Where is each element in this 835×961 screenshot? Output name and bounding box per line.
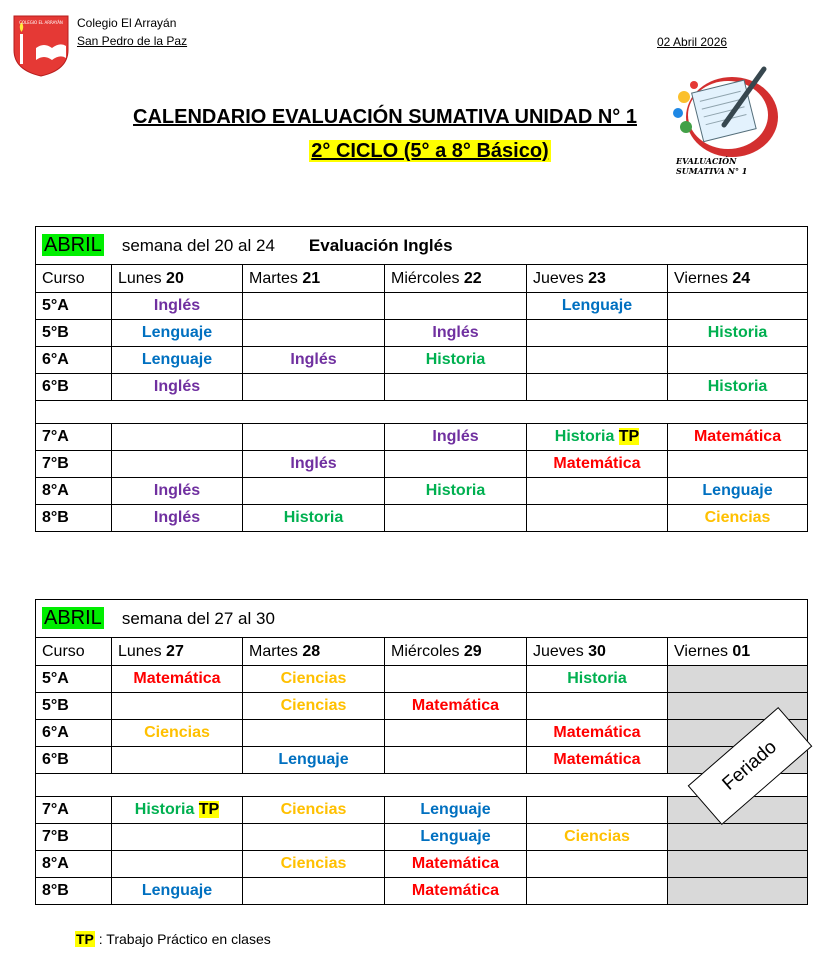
subject-tp-label: Historia bbox=[554, 428, 619, 445]
course-cell: 8°A bbox=[36, 851, 112, 878]
subject-cell: Lenguaje bbox=[112, 878, 243, 905]
subject-cell: Ciencias bbox=[243, 851, 385, 878]
day-header bbox=[527, 638, 668, 666]
week1-day-row bbox=[36, 265, 808, 293]
table-row bbox=[36, 824, 808, 851]
subject-cell: Lenguaje bbox=[385, 824, 527, 851]
subject-cell: Historia bbox=[243, 505, 385, 532]
course-cell: 6°B bbox=[36, 374, 112, 401]
subject-cell bbox=[527, 347, 668, 374]
course-cell: 5°A bbox=[36, 666, 112, 693]
day-header bbox=[668, 638, 808, 666]
subject-cell bbox=[668, 693, 808, 720]
table-row bbox=[36, 374, 808, 401]
subject-cell: Inglés bbox=[112, 505, 243, 532]
subject-cell bbox=[527, 424, 668, 451]
subject-cell: Ciencias bbox=[243, 797, 385, 824]
subject-cell: Ciencias bbox=[668, 505, 808, 532]
day-number: 24 bbox=[732, 269, 751, 287]
subject-cell: Ciencias bbox=[243, 666, 385, 693]
week1-month: ABRIL bbox=[44, 234, 102, 256]
course-cell: 8°B bbox=[36, 878, 112, 905]
day-header bbox=[112, 638, 243, 666]
separator-row bbox=[36, 401, 808, 424]
course-cell: 7°A bbox=[36, 797, 112, 824]
course-cell: 7°B bbox=[36, 451, 112, 478]
subject-cell bbox=[668, 851, 808, 878]
legend bbox=[75, 931, 271, 947]
subject-cell: Matemática bbox=[668, 424, 808, 451]
subject-cell bbox=[385, 505, 527, 532]
subject-cell bbox=[243, 374, 385, 401]
subject-cell: Inglés bbox=[112, 374, 243, 401]
course-cell: 5°B bbox=[36, 320, 112, 347]
page-title: CALENDARIO EVALUACIÓN SUMATIVA UNIDAD N° 1 bbox=[133, 106, 637, 128]
subject-cell bbox=[668, 824, 808, 851]
subject-cell: Matemática bbox=[112, 666, 243, 693]
subject-cell: Ciencias bbox=[243, 693, 385, 720]
day-number: 30 bbox=[588, 642, 606, 660]
subject-cell bbox=[243, 478, 385, 505]
legend-tp: TP bbox=[76, 931, 94, 947]
subject-cell: Matemática bbox=[527, 720, 668, 747]
subject-cell bbox=[385, 293, 527, 320]
subject-cell bbox=[668, 347, 808, 374]
day-header bbox=[243, 265, 385, 293]
day-header bbox=[36, 638, 112, 666]
day-name: Jueves bbox=[533, 269, 589, 287]
day-name: Viernes bbox=[674, 642, 733, 660]
subject-cell bbox=[112, 693, 243, 720]
week2-day-row bbox=[36, 638, 808, 666]
subject-cell bbox=[527, 374, 668, 401]
subject-cell bbox=[527, 851, 668, 878]
subject-cell: Inglés bbox=[243, 347, 385, 374]
subject-cell: Ciencias bbox=[527, 824, 668, 851]
subject-cell: Historia bbox=[385, 478, 527, 505]
subject-cell bbox=[112, 824, 243, 851]
day-number: 21 bbox=[302, 269, 321, 287]
day-number: 28 bbox=[302, 642, 321, 660]
table-row bbox=[36, 478, 808, 505]
subject-cell bbox=[385, 374, 527, 401]
subject-cell bbox=[527, 320, 668, 347]
course-cell: 6°B bbox=[36, 747, 112, 774]
subject-cell bbox=[668, 451, 808, 478]
day-header bbox=[112, 265, 243, 293]
subject-cell bbox=[527, 797, 668, 824]
subject-cell: Matemática bbox=[527, 747, 668, 774]
subject-cell bbox=[668, 293, 808, 320]
day-header bbox=[668, 265, 808, 293]
table-row bbox=[36, 693, 808, 720]
subject-cell bbox=[385, 451, 527, 478]
day-header bbox=[385, 638, 527, 666]
subject-cell bbox=[243, 320, 385, 347]
subject-tp-label: Historia bbox=[134, 801, 199, 818]
subject-cell: Inglés bbox=[112, 478, 243, 505]
subject-cell: Historia bbox=[385, 347, 527, 374]
table-row bbox=[36, 720, 808, 747]
day-name: Jueves bbox=[533, 642, 589, 660]
day-header bbox=[385, 265, 527, 293]
table-row bbox=[36, 320, 808, 347]
subject-cell bbox=[112, 851, 243, 878]
subject-cell: Historia bbox=[527, 666, 668, 693]
table-row bbox=[36, 878, 808, 905]
day-name: Lunes bbox=[118, 642, 167, 660]
day-header bbox=[527, 265, 668, 293]
subject-cell: Inglés bbox=[385, 320, 527, 347]
schedule-table-week1 bbox=[35, 226, 808, 532]
subject-cell bbox=[112, 424, 243, 451]
day-name: Martes bbox=[249, 269, 303, 287]
school-logo bbox=[12, 14, 70, 78]
week2-label: semana del 27 al 30 bbox=[121, 609, 275, 628]
day-number: 20 bbox=[166, 269, 184, 287]
separator-cell bbox=[36, 401, 808, 424]
week1-header bbox=[36, 227, 808, 265]
day-number: 01 bbox=[732, 642, 751, 660]
table-row bbox=[36, 451, 808, 478]
subject-cell: Inglés bbox=[385, 424, 527, 451]
day-name: Viernes bbox=[674, 269, 733, 287]
day-header bbox=[243, 638, 385, 666]
svg-text:COLEGIO EL ARRAYÁN: COLEGIO EL ARRAYÁN bbox=[19, 20, 63, 25]
subject-cell: Inglés bbox=[243, 451, 385, 478]
subject-cell bbox=[243, 824, 385, 851]
week2-month: ABRIL bbox=[44, 607, 102, 629]
legend-text: : Trabajo Práctico en clases bbox=[94, 931, 271, 947]
subject-cell: Inglés bbox=[112, 293, 243, 320]
table-row bbox=[36, 293, 808, 320]
subject-cell: Historia bbox=[668, 320, 808, 347]
course-cell: 8°B bbox=[36, 505, 112, 532]
tp-badge: TP bbox=[198, 801, 220, 818]
day-number: 29 bbox=[463, 642, 482, 660]
subject-cell: Historia bbox=[668, 374, 808, 401]
subject-cell: Lenguaje bbox=[527, 293, 668, 320]
subject-cell bbox=[243, 720, 385, 747]
subject-cell bbox=[385, 666, 527, 693]
subject-cell bbox=[527, 505, 668, 532]
document-date: 02 Abril 2026 bbox=[657, 35, 728, 49]
day-name: Curso bbox=[42, 642, 85, 660]
subject-cell: Lenguaje bbox=[112, 347, 243, 374]
subject-cell: Ciencias bbox=[112, 720, 243, 747]
course-cell: 7°A bbox=[36, 424, 112, 451]
subject-cell bbox=[527, 693, 668, 720]
caption-line-2: SUMATIVA N° 1 bbox=[676, 166, 748, 176]
subject-cell bbox=[112, 797, 243, 824]
week1-note: Evaluación Inglés bbox=[308, 236, 453, 255]
table-row bbox=[36, 747, 808, 774]
course-cell: 8°A bbox=[36, 478, 112, 505]
table-row bbox=[36, 424, 808, 451]
day-name: Curso bbox=[42, 269, 85, 287]
subject-cell bbox=[527, 878, 668, 905]
subject-cell bbox=[243, 424, 385, 451]
subject-cell bbox=[385, 720, 527, 747]
school-name: Colegio El Arrayán bbox=[77, 16, 177, 30]
caption-line-1: EVALUACIÓN bbox=[676, 156, 737, 166]
week1-label: semana del 20 al 24 bbox=[121, 236, 275, 255]
day-number: 27 bbox=[166, 642, 184, 660]
subject-cell: Matemática bbox=[385, 851, 527, 878]
subject-cell bbox=[112, 747, 243, 774]
page-subtitle: 2° CICLO (5° a 8° Básico) bbox=[311, 140, 549, 162]
day-name: Lunes bbox=[118, 269, 167, 287]
holiday-label: Feriado bbox=[688, 707, 813, 825]
subject-cell bbox=[112, 451, 243, 478]
subject-cell bbox=[668, 666, 808, 693]
day-number: 23 bbox=[588, 269, 606, 287]
day-number: 22 bbox=[463, 269, 482, 287]
course-cell: 5°B bbox=[36, 693, 112, 720]
subject-cell: Lenguaje bbox=[243, 747, 385, 774]
table-row bbox=[36, 666, 808, 693]
course-cell: 7°B bbox=[36, 824, 112, 851]
day-name: Miércoles bbox=[391, 642, 464, 660]
day-header bbox=[36, 265, 112, 293]
table-row bbox=[36, 347, 808, 374]
subject-cell: Matemática bbox=[527, 451, 668, 478]
subject-cell bbox=[668, 878, 808, 905]
subject-cell bbox=[243, 878, 385, 905]
course-cell: 6°A bbox=[36, 720, 112, 747]
course-cell: 5°A bbox=[36, 293, 112, 320]
subject-cell bbox=[243, 293, 385, 320]
week2-header bbox=[36, 600, 808, 638]
school-city: San Pedro de la Paz bbox=[77, 34, 188, 48]
subject-cell: Lenguaje bbox=[385, 797, 527, 824]
day-name: Miércoles bbox=[391, 269, 464, 287]
table-row bbox=[36, 505, 808, 532]
subject-cell: Lenguaje bbox=[112, 320, 243, 347]
table-row bbox=[36, 797, 808, 824]
subject-cell: Matemática bbox=[385, 878, 527, 905]
illustration-caption bbox=[676, 156, 747, 176]
course-cell: 6°A bbox=[36, 347, 112, 374]
schedule-table-week2 bbox=[35, 599, 808, 905]
subject-cell: Matemática bbox=[385, 693, 527, 720]
subject-cell bbox=[385, 747, 527, 774]
subject-cell: Lenguaje bbox=[668, 478, 808, 505]
day-name: Martes bbox=[249, 642, 303, 660]
subject-cell bbox=[527, 478, 668, 505]
tp-badge: TP bbox=[618, 428, 640, 445]
table-row bbox=[36, 851, 808, 878]
